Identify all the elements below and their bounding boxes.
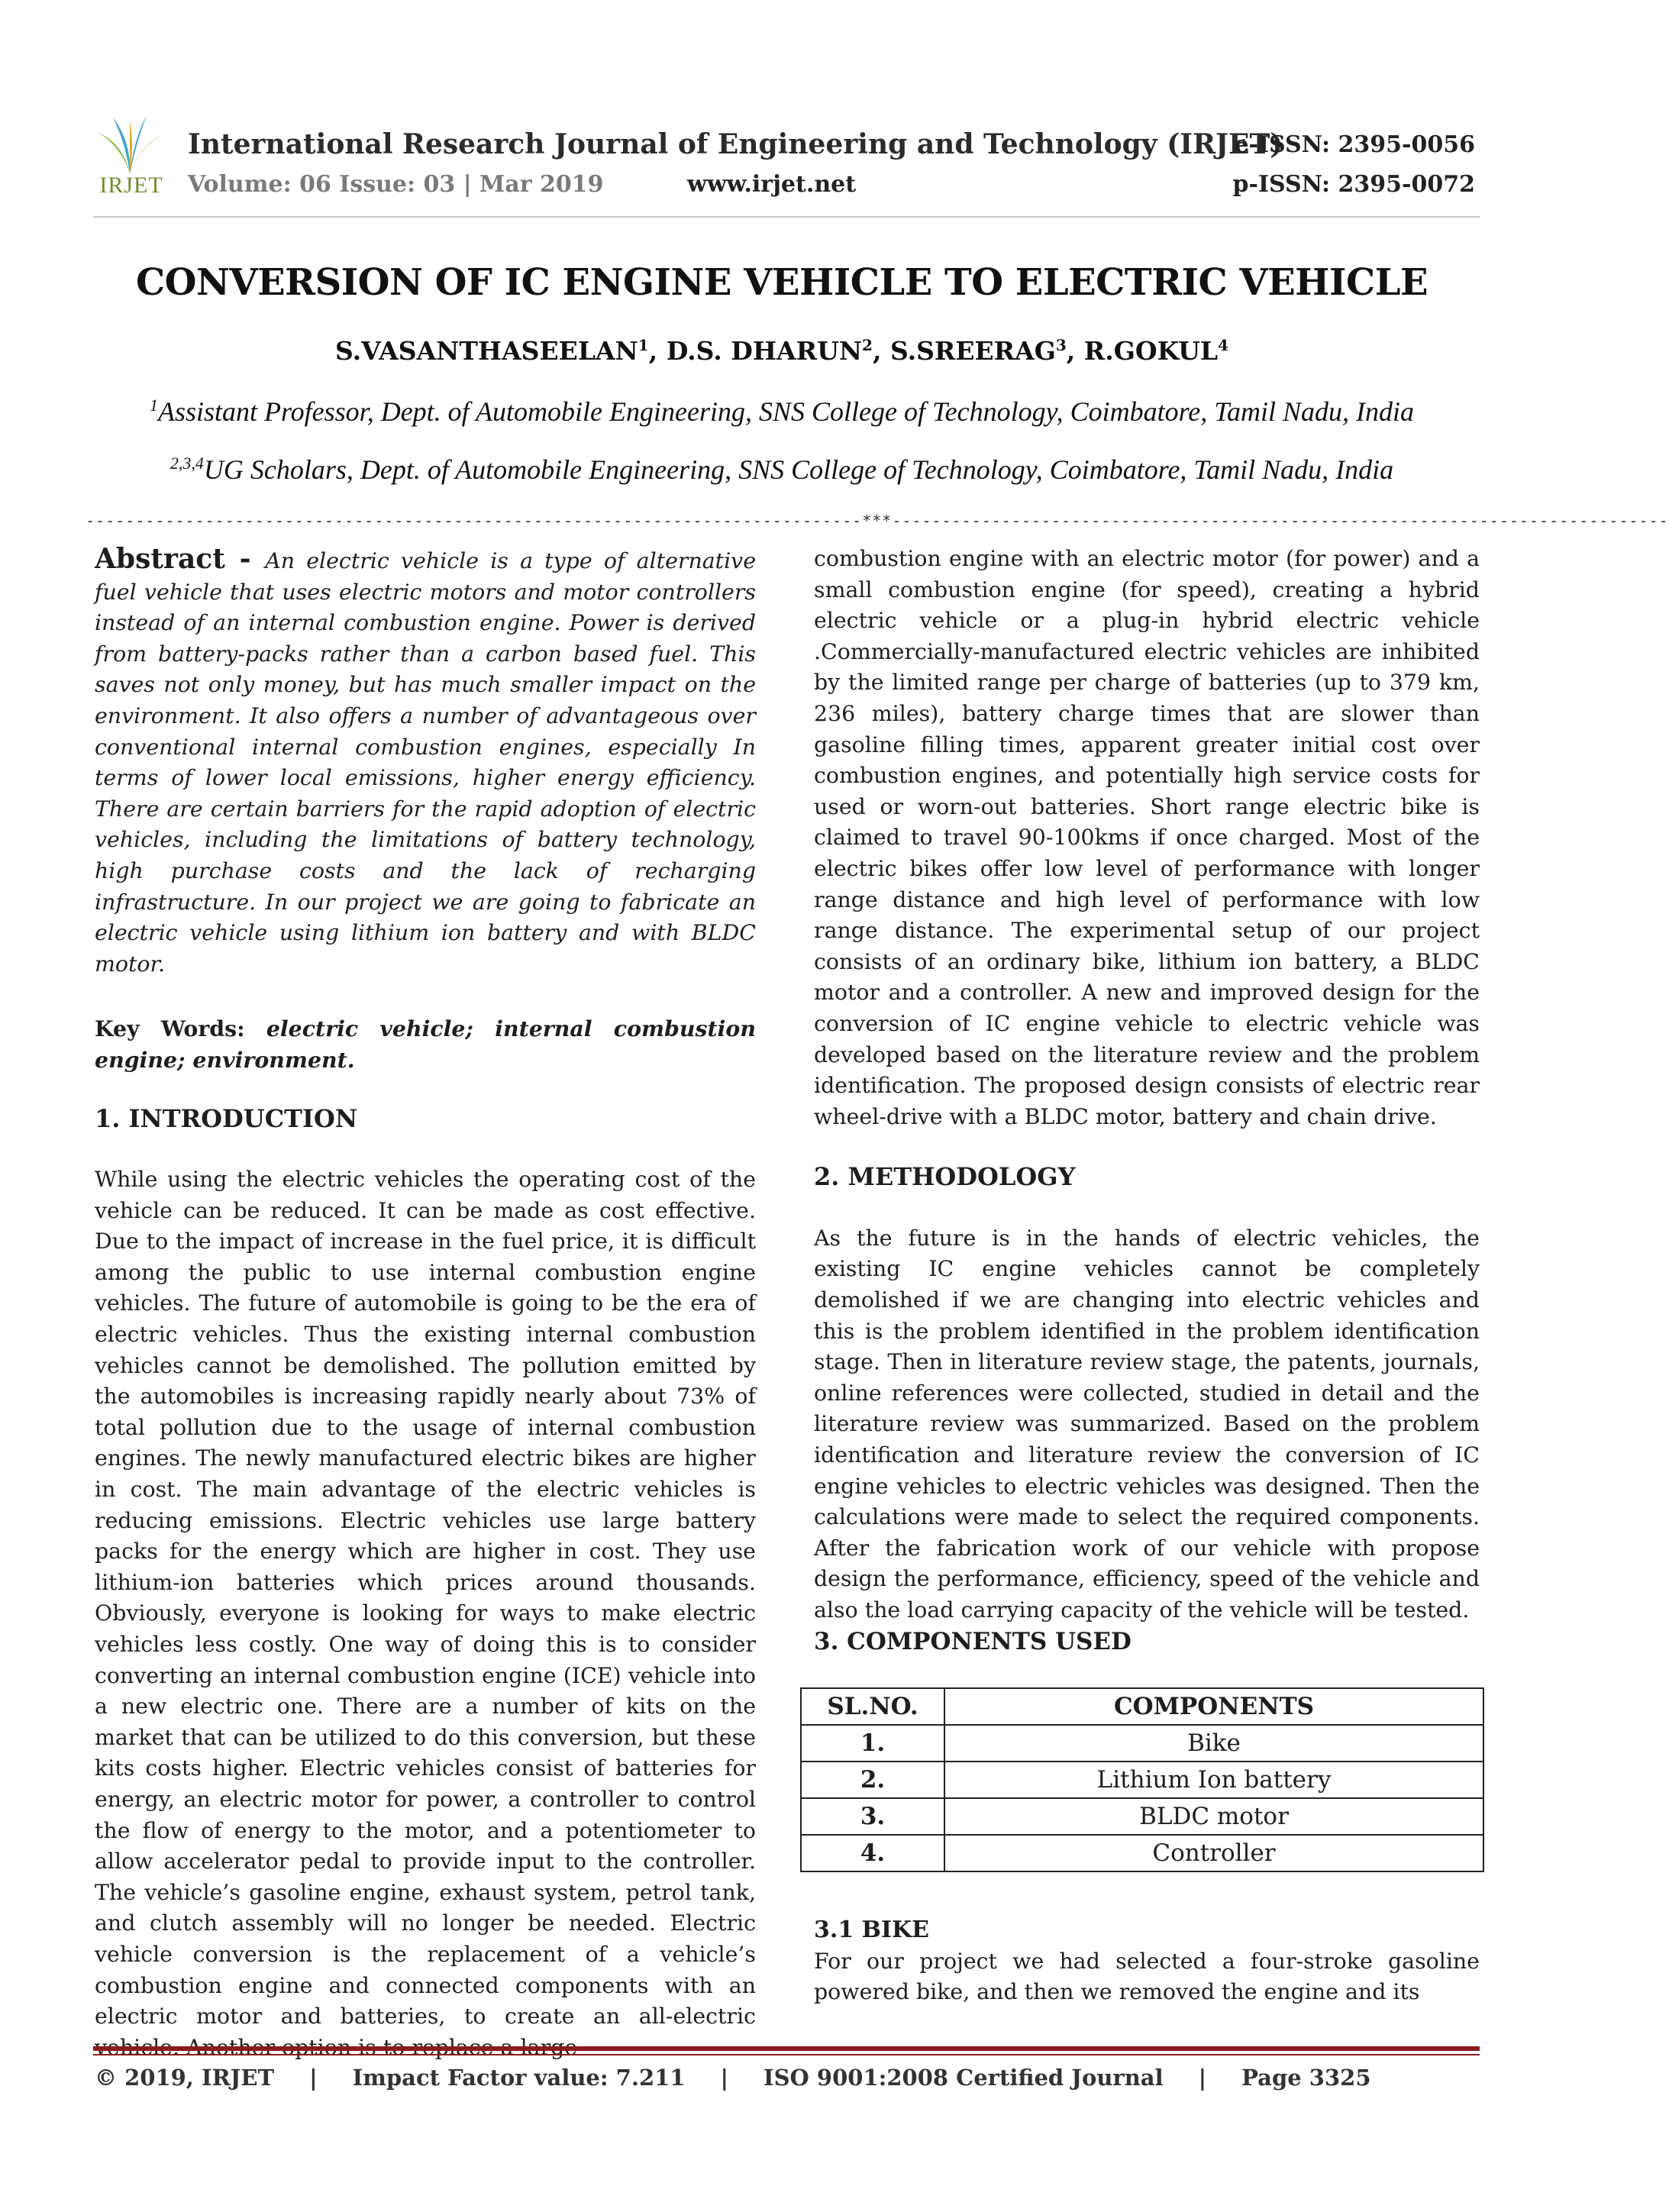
author-name: R.GOKUL (1083, 336, 1219, 366)
left-column (95, 544, 756, 2063)
separator-mark: *** (862, 512, 893, 530)
e-issn: e-ISSN: 2395-0056 (1234, 131, 1475, 158)
table-cell-slno: 3. (801, 1798, 944, 1835)
table-header-row (801, 1688, 1483, 1725)
affiliation-role: Assistant Professor, (157, 396, 381, 427)
table-cell-component: Bike (944, 1725, 1483, 1762)
author-separator: , (648, 336, 667, 366)
introduction-heading: 1. INTRODUCTION (95, 1103, 358, 1133)
footer-rule-thick (93, 2046, 1480, 2051)
logo-wordmark: IRJET (99, 173, 163, 198)
footer-rule-thin (93, 2054, 1480, 2055)
abstract-text: An electric vehicle is a type of alternative fuel vehicle that uses electric motors and motor controllers instead of an internal combustion engine. Power is derived from battery-packs rather than a carbon based fuel. This saves not only money, but has much smaller impact on the environment. It also offers a number of advantageous over conventional internal combustion engines, especially In terms of lower local emissions, higher energy efficiency. There are certain barriers for the rapid adoption of electric vehicles, including the limitations of battery technology, high purchase costs and the lack of recharging infrastructure. In our project we are going to fabricate an electric vehicle using lithium ion battery and with BLDC motor. (95, 548, 756, 977)
journal-website[interactable]: www.irjet.net (687, 171, 857, 198)
table-cell-component: Controller (944, 1835, 1483, 1871)
page-footer (95, 2065, 1371, 2091)
author-name: D.S. DHARUN (666, 336, 863, 366)
separator-dashes-right: ------------------------------------------------------------------------------ (892, 512, 1669, 530)
separator-dashes-left: ------------------------------------------------------------------------------ (86, 512, 863, 530)
author-mark: 3 (1055, 336, 1067, 354)
affiliation-2 (0, 454, 1564, 486)
affiliation-1 (0, 396, 1564, 428)
components-table (800, 1687, 1484, 1872)
affiliation-text: Dept. of Automobile Engineering, SNS College of Technology, Coimbatore, Tamil Nadu, India (360, 454, 1394, 485)
paper-title: CONVERSION OF IC ENGINE VEHICLE TO ELECTRIC VEHICLE (135, 261, 1428, 304)
volume-issue: Volume: 06 Issue: 03 | Mar 2019 (188, 171, 604, 198)
section-separator (86, 512, 1669, 534)
keywords-text: electric vehicle; internal combustion engine; environment. (95, 1016, 756, 1073)
author-separator: , (1066, 336, 1084, 366)
table-row (801, 1835, 1483, 1871)
author-name: S.VASANTHASEELAN (334, 336, 638, 366)
methodology-text: As the future is in the hands of electric vehicles, the existing IC engine vehicles cannot be completely demolished if we are changing into electric vehicles and this is the problem identified in the problem identification stage. Then in literature review stage, the patents, journals, online references were collected, studied in detail and the literature review was summarized. Based on the problem identification and literature review the conversion of IC engine vehicles to electric vehicles was designed. Then the calculations were made to select the required components. After the fabrication work of our vehicle with propose design the performance, efficiency, speed of the vehicle and also the load carrying capacity of the vehicle will be tested. (814, 1225, 1480, 1623)
p-issn: p-ISSN: 2395-0072 (1232, 171, 1475, 198)
affiliation-mark: 2,3,4 (169, 454, 204, 473)
table-cell-slno: 2. (801, 1762, 944, 1798)
bike-text: For our project we had selected a four-stroke gasoline powered bike, and then we removed the engine and its (814, 1948, 1480, 2005)
table-cell-component: Lithium Ion battery (944, 1762, 1483, 1798)
abstract-paragraph (95, 544, 756, 980)
footer-copyright: © 2019, IRJET (95, 2065, 275, 2091)
affiliation-text: Dept. of Automobile Engineering, SNS College of Technology, Coimbatore, Tamil Nadu, India (380, 396, 1415, 427)
methodology-heading: 2. METHODOLOGY (814, 1162, 1076, 1192)
author-separator: , (872, 336, 890, 366)
footer-iso: ISO 9001:2008 Certified Journal (763, 2065, 1164, 2091)
author-mark: 2 (862, 336, 873, 354)
keywords (95, 1013, 756, 1075)
table-header-slno: SL.NO. (801, 1688, 944, 1725)
table-row (801, 1725, 1483, 1762)
table-cell-slno: 1. (801, 1725, 944, 1762)
author-name: S.SREERAG (889, 336, 1056, 366)
author-list (0, 336, 1564, 366)
header-divider (93, 216, 1480, 218)
footer-page-number: Page 3325 (1241, 2065, 1371, 2091)
author-mark: 4 (1218, 336, 1229, 354)
introduction-text: While using the electric vehicles the operating cost of the vehicle can be reduced. It can be made as cost effective. Due to the impact of increase in the fuel price, it is difficult among the public to use internal combustion engine vehicles. The future of automobile is going to be the era of electric vehicles. Thus the existing internal combustion vehicles cannot be demolished. The pollution emitted by the automobiles is increasing rapidly nearly about 73% of total pollution due to the usage of internal combustion engines. The newly manufactured electric bikes are higher in cost. The main advantage of the electric vehicles is reducing emissions. Electric vehicles use large battery packs for the energy which are higher in cost. They use lithium-ion batteries which prices around thousands. Obviously, everyone is looking for ways to make electric vehicles less costly. One way of doing this is to consider converting an internal combustion engine (ICE) vehicle into a new electric one. There are a number of kits on the market that can be utilized to do this conversion, but these kits costs higher. Electric vehicles consist of batteries for energy, an electric motor for power, a controller to control the flow of energy to the motor, and a potentiometer to allow accelerator pedal to provide input to the controller. The vehicle’s gasoline engine, exhaust system, petrol tank, and clutch assembly will no longer be needed. Electric vehicle conversion is the replacement of a vehicle’s combustion engine and connected components with an electric motor and batteries, to create an all-electric (95, 1167, 756, 2030)
footer-divider: | (720, 2065, 729, 2091)
affiliation-role: UG Scholars, (203, 454, 360, 485)
table-row (801, 1798, 1483, 1835)
abstract-label: Abstract - (95, 543, 266, 575)
table-row (801, 1762, 1483, 1798)
table-header-components: COMPONENTS (944, 1688, 1483, 1725)
bike-heading: 3.1 BIKE (814, 1917, 929, 1944)
footer-impact-factor: Impact Factor value: 7.211 (352, 2065, 686, 2091)
components-heading: 3. COMPONENTS USED (814, 1627, 1131, 1655)
right-column (814, 544, 1480, 2008)
leaf-logo-icon (93, 115, 166, 176)
footer-divider: | (1198, 2065, 1207, 2091)
keywords-label: Key Words (95, 1016, 237, 1042)
author-mark: 1 (638, 336, 649, 354)
affiliation-mark: 1 (149, 396, 158, 415)
table-cell-component: BLDC motor (944, 1798, 1483, 1835)
journal-name: International Research Journal of Engineering and Technology (IRJET) (188, 128, 1283, 160)
table-cell-slno: 4. (801, 1835, 944, 1871)
introduction-continuation: combustion engine with an electric motor (for power) and a small combustion engine (for speed), creating a hybrid electric vehicle or a plug-in hybrid electric vehicle .Commercially-manufactured electric vehicles are inhibited by the limited range per charge of batteries (up to 379 km, 236 miles), battery charge times that are slower than gasoline filling times, apparent greater initial cost over combustion engines, and potentially high service costs for used or worn-out batteries. Short range electric bike is claimed to travel 90-100kms if once charged. Most of the electric bikes offer low level of performance with longer range distance and high level of performance with low range distance. The experimental setup of our project consists of an ordinary bike, lithium ion battery, a BLDC motor and a controller. A new and improved design for the conversion of IC engine vehicle to electric vehicle was developed based on the literature review and the problem identification. The proposed design consists of electric rear wheel-drive with a BLDC motor, battery and chain drive. (814, 546, 1480, 1129)
footer-divider: | (309, 2065, 318, 2091)
keywords-colon: : (237, 1016, 266, 1042)
